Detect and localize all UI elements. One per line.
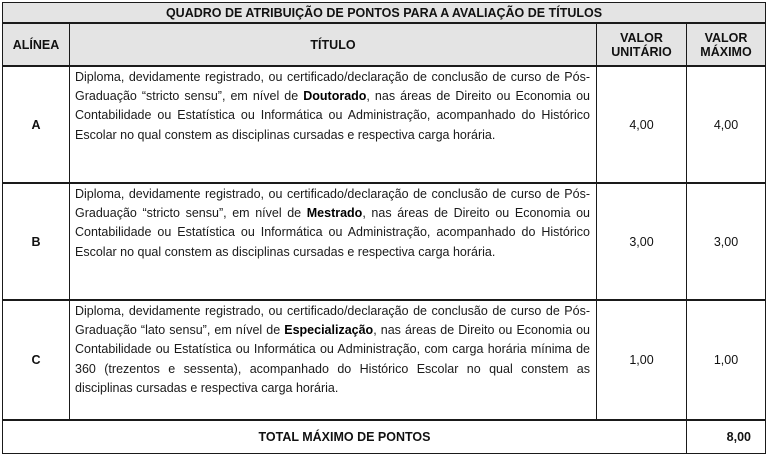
- alinea-cell: B: [3, 183, 70, 300]
- header-valor-maximo-line2: MÁXIMO: [700, 44, 752, 59]
- valor-maximo-cell: 1,00: [687, 300, 766, 420]
- table-caption-row: [3, 3, 766, 24]
- titulo-text-rest: , nas áreas de Direito ou Economia ou Contabilidade ou Estatística ou Informática ou Administração, acompanhado do Histórico Escolar no qual constem as disciplinas cursadas e respectiva carga horária.: [75, 206, 590, 259]
- total-row: [3, 420, 766, 454]
- header-valor-maximo: [687, 23, 766, 66]
- table-row-a: [3, 66, 766, 183]
- titulo-cell: [70, 66, 597, 183]
- header-alinea: ALÍNEA: [3, 23, 70, 66]
- titulo-level-bold: Doutorado: [303, 89, 367, 104]
- titulo-cell: [70, 300, 597, 420]
- titulo-text-rest: , nas áreas de Direito ou Economia ou Contabilidade ou Estatística ou Informática ou Administração, acompanhado do Histórico Escolar no qual constem as disciplinas cursadas e respectiva carga horária.: [75, 89, 590, 142]
- valor-unitario-cell: 4,00: [597, 66, 687, 183]
- titulo-level-bold: Especialização: [284, 323, 374, 338]
- points-attribution-table: [2, 2, 766, 454]
- alinea-cell: A: [3, 66, 70, 183]
- titulo-cell: [70, 183, 597, 300]
- table-row-b: [3, 183, 766, 300]
- titulo-text: Diploma, devidamente registrado, ou certificado/declaração de conclusão de curso de Pós-Graduação “stricto sensu”, em nível de: [75, 70, 590, 104]
- valor-unitario-cell: 1,00: [597, 300, 687, 420]
- valor-unitario-cell: 3,00: [597, 183, 687, 300]
- total-label: TOTAL MÁXIMO DE PONTOS: [3, 420, 687, 454]
- titulo-level-bold: Mestrado: [306, 206, 363, 221]
- alinea-cell: C: [3, 300, 70, 420]
- valor-maximo-cell: 4,00: [687, 66, 766, 183]
- points-table-container: [2, 2, 765, 454]
- table-header-row: [3, 23, 766, 66]
- header-valor-unitario-line2: UNITÁRIO: [611, 44, 672, 59]
- header-valor-unitario-line1: VALOR: [620, 30, 663, 45]
- titulo-text: Diploma, devidamente registrado, ou certificado/declaração de conclusão de curso de Pós-Graduação “stricto sensu”, em nível de: [75, 187, 590, 221]
- header-titulo: TÍTULO: [70, 23, 597, 66]
- valor-maximo-cell: 3,00: [687, 183, 766, 300]
- header-valor-unitario: [597, 23, 687, 66]
- titulo-text: Diploma, devidamente registrado, ou certificado/declaração de conclusão de curso de Pós-Graduação “lato sensu”, em nível de: [75, 304, 590, 338]
- header-valor-maximo-line1: VALOR: [704, 30, 748, 45]
- titulo-text-rest: , nas áreas de Direito ou Economia ou Contabilidade ou Estatística ou Informática ou Administração, com carga horária mínima de 360 (trezentos e sessenta), acompanhado do Histórico Escolar no qual constem as disciplinas cursadas e respectiva carga horária.: [75, 323, 590, 395]
- table-caption: QUADRO DE ATRIBUIÇÃO DE PONTOS PARA A AVALIAÇÃO DE TÍTULOS: [3, 3, 766, 24]
- table-row-c: [3, 300, 766, 420]
- total-value: 8,00: [687, 420, 766, 454]
